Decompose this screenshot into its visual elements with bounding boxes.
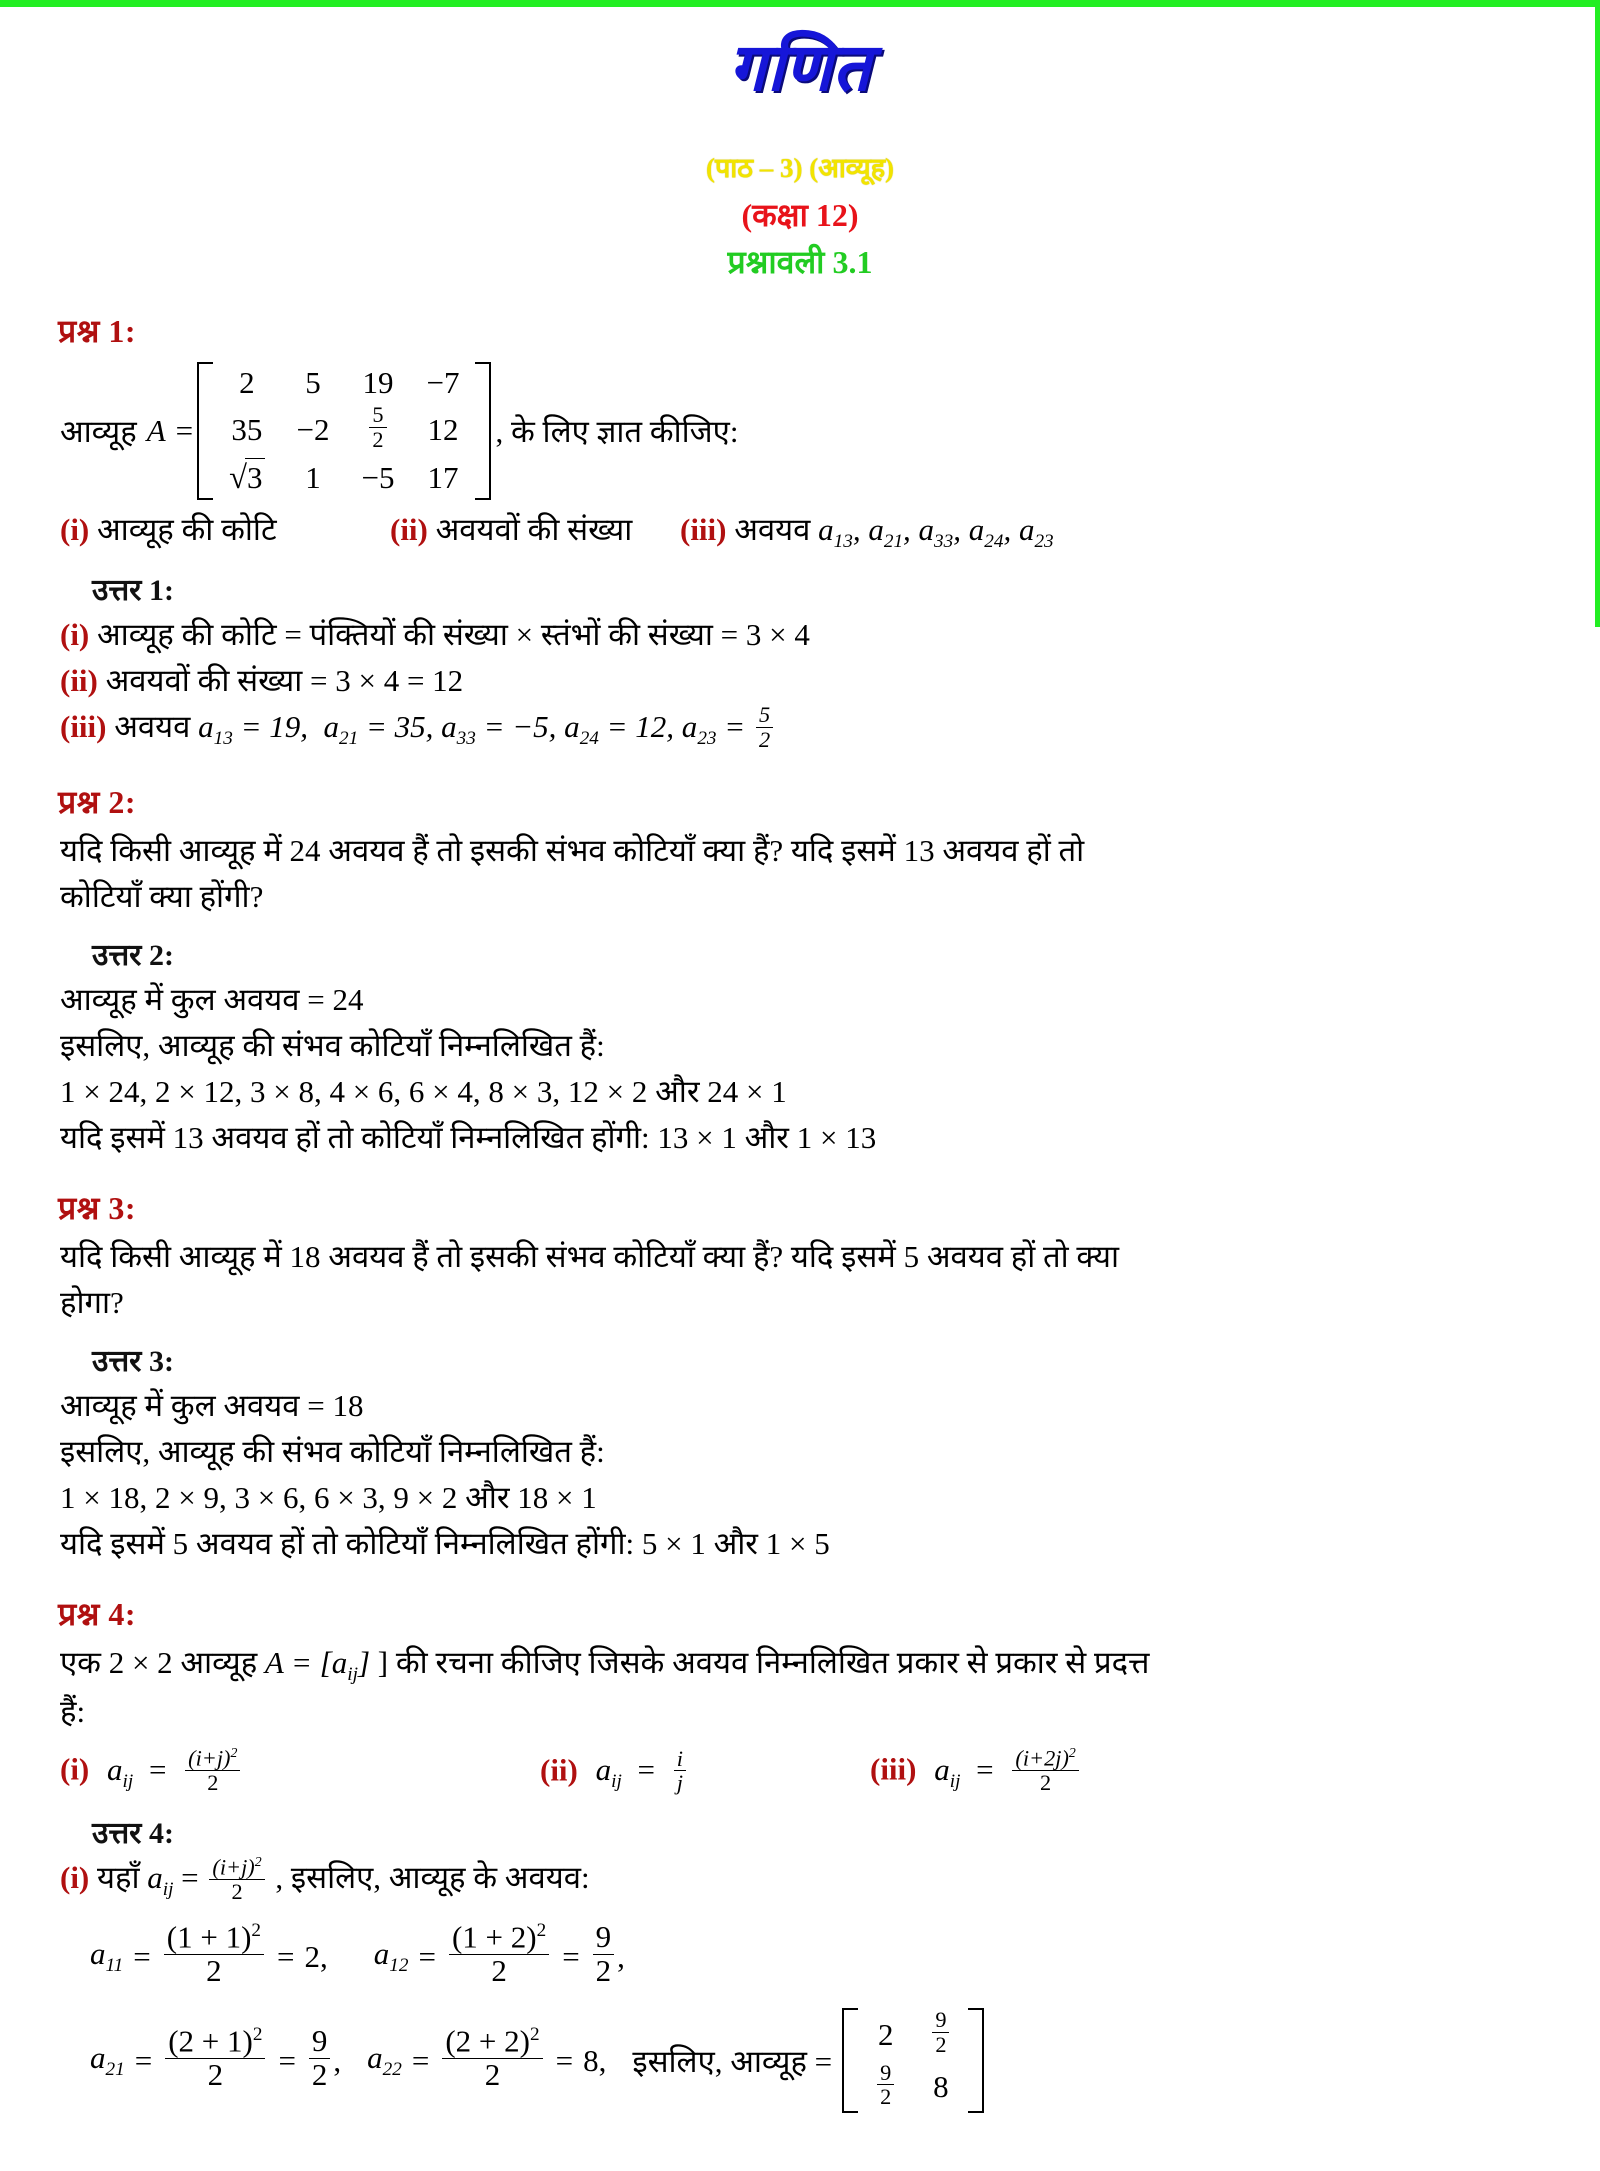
question-3-text-line-2: होगा? xyxy=(60,1284,124,1320)
right-green-rule xyxy=(1595,7,1600,627)
calc-a22-frac: $\frac{(2 + 2)^2}{2}$ xyxy=(442,2025,542,2092)
q1-part-ii-label: (ii) xyxy=(390,512,428,548)
question-2-text-line-2: कोटियाँ क्या होंगी? xyxy=(60,878,264,914)
answer-3-line-3: 1 × 18, 2 × 9, 3 × 6, 6 × 3, 9 × 2 और 18 × 1 xyxy=(60,1479,597,1515)
matrix-cell xyxy=(213,456,280,501)
matrix-row xyxy=(213,362,475,404)
matrix-right-bracket xyxy=(475,362,491,501)
answer-4-i-lead: यहाँ xyxy=(97,1860,140,1896)
calc-a22-result: 8, xyxy=(583,2042,607,2078)
calc-a21-eq1: = xyxy=(134,2042,153,2078)
matrix-body xyxy=(213,362,475,501)
result-matrix-left-bracket xyxy=(842,2008,858,2113)
question-2-heading: प्रश्न 2: xyxy=(58,783,136,820)
answer-1-i-label: (i) xyxy=(60,616,90,652)
matrix-cell: −2 xyxy=(296,411,330,447)
q1-part-i-text: आव्यूह की कोटि xyxy=(97,512,277,548)
result-matrix-body xyxy=(858,2008,968,2113)
answer-2-line-3: 1 × 24, 2 × 12, 3 × 8, 4 × 6, 6 × 4, 8 × 3, 12 × 2 और 24 × 1 xyxy=(60,1073,787,1109)
calc-a22-lhs: $a_{22}$ xyxy=(367,2040,402,2081)
calc-a22 xyxy=(367,2023,607,2094)
q4-text-a: एक 2 × 2 आव्यूह xyxy=(60,1644,258,1680)
result-matrix-right-bracket xyxy=(968,2008,984,2113)
q1-part-iii-text: अवयव xyxy=(734,512,811,548)
answer-3-line-2: इसलिए, आव्यूह की संभव कोटियाँ निम्नलिखित हैं: xyxy=(60,1433,605,1469)
calc-a11-lhs: $a_{11}$ xyxy=(90,1936,124,1977)
q1-part-ii xyxy=(390,508,680,550)
matrix-cell: −7 xyxy=(426,364,460,400)
answer-4-result-label: इसलिए, आव्यूह = xyxy=(632,2043,833,2079)
answer-4-i-label: (i) xyxy=(60,1860,90,1896)
q4-formula-i-eq: = xyxy=(148,1751,167,1787)
answer-1-part-iii xyxy=(60,702,1554,754)
calc-a21-frac: $\frac{(2 + 1)^2}{2}$ xyxy=(165,2025,265,2092)
answer-2-line-1: आव्यूह में कुल अवयव = 24 xyxy=(60,981,364,1017)
q1-equals: = xyxy=(175,412,194,448)
q4-formula-iii-eq: = xyxy=(976,1751,994,1787)
answer-1-part-ii xyxy=(60,659,1554,703)
answer-3-heading: उत्तर 3: xyxy=(92,1344,174,1378)
answer-2-line-4: यदि इसमें 13 अवयव हों तो कोटियाँ निम्नलिखित होंगी: 13 × 1 और 1 × 13 xyxy=(60,1119,877,1155)
q1-part-i xyxy=(60,508,390,550)
calc-a12 xyxy=(373,1919,625,1990)
calc-a12-frac: $\frac{(1 + 2)^2}{2}$ xyxy=(449,1921,549,1988)
question-4-text-line-1 xyxy=(60,1641,1554,1688)
q1-part-i-label: (i) xyxy=(60,512,90,548)
q1-matrix-var: A xyxy=(146,412,166,448)
answer-4-i-tail: , इसलिए, आव्यूह के अवयव: xyxy=(275,1860,590,1896)
sqrt-icon: √3 xyxy=(229,459,263,496)
q4-formula-ii-lhs: $a_{ij}$ xyxy=(595,1751,622,1792)
calc-a21-lhs: $a_{21}$ xyxy=(90,2040,125,2081)
q1-part-ii-text: अवयवों की संख्या xyxy=(435,512,633,548)
matrix-cell: 2 xyxy=(878,2016,894,2052)
q4-formula-ii-frac: $\frac{i}{j}$ xyxy=(674,1747,686,1795)
chapter-subtitle: (पाठ – 3) (आव्यूह) xyxy=(705,152,895,183)
matrix-cell: 2 xyxy=(239,364,255,400)
answer-4-calc-row-1 xyxy=(60,1919,1554,1990)
top-green-rule xyxy=(0,0,1600,7)
class-subtitle: (कक्षा 12) xyxy=(741,196,859,233)
matrix-cell: 19 xyxy=(362,364,394,400)
question-4-heading: प्रश्न 4: xyxy=(58,1595,136,1632)
calc-a12-eq2: = xyxy=(562,1938,580,1974)
q1-prompt-suffix: , के लिए ज्ञात कीजिए: xyxy=(495,413,739,449)
answer-1-iii-prefix: अवयव xyxy=(114,708,191,744)
q4-formula-i xyxy=(60,1745,540,1797)
calc-a21-comma: , xyxy=(333,2042,342,2078)
answer-4-intro xyxy=(60,1853,1554,1905)
answer-3-line-4: यदि इसमें 5 अवयव हों तो कोटियाँ निम्नलिखित होंगी: 5 × 1 और 1 × 5 xyxy=(60,1525,830,1561)
question-2-text-line-1: यदि किसी आव्यूह में 24 अवयव हैं तो इसकी संभव कोटियाँ क्या हैं? यदि इसमें 13 अवयव हों तो xyxy=(60,832,1085,868)
answer-4-i-lhs: $a_{ij}$ xyxy=(147,1860,174,1901)
q1-matrix xyxy=(197,362,491,501)
answer-1-heading: उत्तर 1: xyxy=(92,573,174,607)
matrix-cell: −5 xyxy=(361,460,395,496)
calc-a11-frac: $\frac{(1 + 1)^2}{2}$ xyxy=(164,1921,264,1988)
q1-part-iii xyxy=(680,508,1054,553)
matrix-cell: $\frac{9}{2}$ xyxy=(858,2061,913,2113)
answer-3-line-1: आव्यूह में कुल अवयव = 18 xyxy=(60,1387,364,1423)
calc-a22-eq1: = xyxy=(411,2042,430,2078)
calc-a12-lhs: $a_{12}$ xyxy=(373,1936,409,1977)
q4-text-b: ] की रचना कीजिए जिसके अवयव निम्नलिखित प्रकार से प्रकार से प्रदत्त xyxy=(377,1644,1150,1680)
matrix-cell: 8 xyxy=(933,2068,949,2104)
matrix-left-bracket xyxy=(197,362,213,501)
calc-a11-eq1: = xyxy=(133,1938,151,1974)
matrix-cell: $\frac{5}{2}$ xyxy=(346,403,411,455)
answer-1-iii-label: (iii) xyxy=(60,708,107,744)
answer-4-heading: उत्तर 4: xyxy=(92,1817,174,1851)
q4-formula-i-lhs: $a_{ij}$ xyxy=(107,1751,134,1792)
answer-1-ii-text: अवयवों की संख्या = 3 × 4 = 12 xyxy=(105,662,464,698)
answer-2-line-2: इसलिए, आव्यूह की संभव कोटियाँ निम्नलिखित हैं: xyxy=(60,1027,605,1063)
calc-a11-eq2: = xyxy=(277,1938,295,1974)
q4-formula-ii xyxy=(540,1745,870,1797)
question-1-matrix-line xyxy=(60,362,1554,501)
calc-a11 xyxy=(90,1919,328,1990)
page-content xyxy=(0,33,1600,2171)
matrix-cell: 1 xyxy=(305,460,321,496)
q1-part-iii-elements: $a_{13}$, $a_{21}$, $a_{33}$, $a_{24}$, $a_{23}$ xyxy=(818,512,1054,553)
matrix-row xyxy=(858,2061,968,2113)
q4-formula-iii-label: (iii) xyxy=(870,1751,917,1787)
calc-a21-eq2: = xyxy=(278,2042,296,2078)
answer-4-i-eq: = xyxy=(181,1860,199,1896)
question-4-text-line-2: हैं: xyxy=(60,1694,86,1730)
question-3-heading: प्रश्न 3: xyxy=(58,1189,136,1226)
matrix-cell: $\frac{9}{2}$ xyxy=(913,2008,968,2060)
question-1-parts xyxy=(60,508,1554,553)
calc-a12-eq1: = xyxy=(418,1938,436,1974)
matrix-row xyxy=(858,2008,968,2060)
answer-1-iii-values: $a_{13} = 19$, $a_{21} = 35$, $a_{33} = -5$, $a_{24} = 12$, $a_{23}$ = $\frac{5}{2}$ xyxy=(198,709,776,744)
answer-2-heading: उत्तर 2: xyxy=(92,938,174,972)
calc-a21 xyxy=(90,2023,342,2094)
answer-4-result-matrix xyxy=(842,2008,984,2113)
q4-formula-ii-eq: = xyxy=(637,1751,656,1787)
calc-a12-result: $\frac{9}{2}$ xyxy=(593,1921,615,1988)
q4-formula-i-frac: $\frac{(i+j)^2}{2}$ xyxy=(185,1746,240,1795)
matrix-row xyxy=(213,403,475,455)
q4-formula-ii-label: (ii) xyxy=(540,1751,578,1787)
answer-4-result xyxy=(632,2008,988,2113)
answer-4-i-frac: $\frac{(i+j)^2}{2}$ xyxy=(209,1855,264,1904)
q4-matrix-def: $A = [a_{ij}]$ xyxy=(264,1644,371,1686)
question-1-heading: प्रश्न 1: xyxy=(58,312,136,349)
calc-a21-result: $\frac{9}{2}$ xyxy=(309,2025,331,2092)
matrix-row xyxy=(213,456,475,501)
q1-part-iii-label: (iii) xyxy=(680,512,727,548)
q1-prompt-prefix: आव्यूह xyxy=(60,413,137,449)
answer-1-ii-label: (ii) xyxy=(60,662,98,698)
question-4-formulas xyxy=(60,1745,1554,1797)
q4-formula-iii xyxy=(870,1745,1082,1797)
q4-formula-iii-lhs: $a_{ij}$ xyxy=(934,1751,961,1792)
question-3-text-line-1: यदि किसी आव्यूह में 18 अवयव हैं तो इसकी संभव कोटियाँ क्या हैं? यदि इसमें 5 अवयव हों तो क्या xyxy=(60,1238,1120,1274)
q4-formula-i-label: (i) xyxy=(60,1751,90,1787)
calc-a12-comma: , xyxy=(617,1938,625,1974)
matrix-cell: 35 xyxy=(231,411,263,447)
matrix-cell: 5 xyxy=(305,364,321,400)
answer-4-calc-row-2 xyxy=(60,2008,1554,2113)
answer-1-part-i xyxy=(60,613,1554,657)
matrix-cell: 12 xyxy=(427,411,459,447)
calc-a11-result: 2, xyxy=(304,1938,328,1974)
q4-formula-iii-frac: $\frac{(i+2j)^2}{2}$ xyxy=(1012,1746,1078,1795)
answer-1-i-text: आव्यूह की कोटि = पंक्तियों की संख्या × स्तंभों की संख्या = 3 × 4 xyxy=(97,616,810,652)
calc-a22-eq2: = xyxy=(555,2042,574,2078)
matrix-cell: 17 xyxy=(427,460,459,496)
page-title: गणित xyxy=(728,32,872,105)
exercise-subtitle: प्रश्नावली 3.1 xyxy=(727,243,873,280)
